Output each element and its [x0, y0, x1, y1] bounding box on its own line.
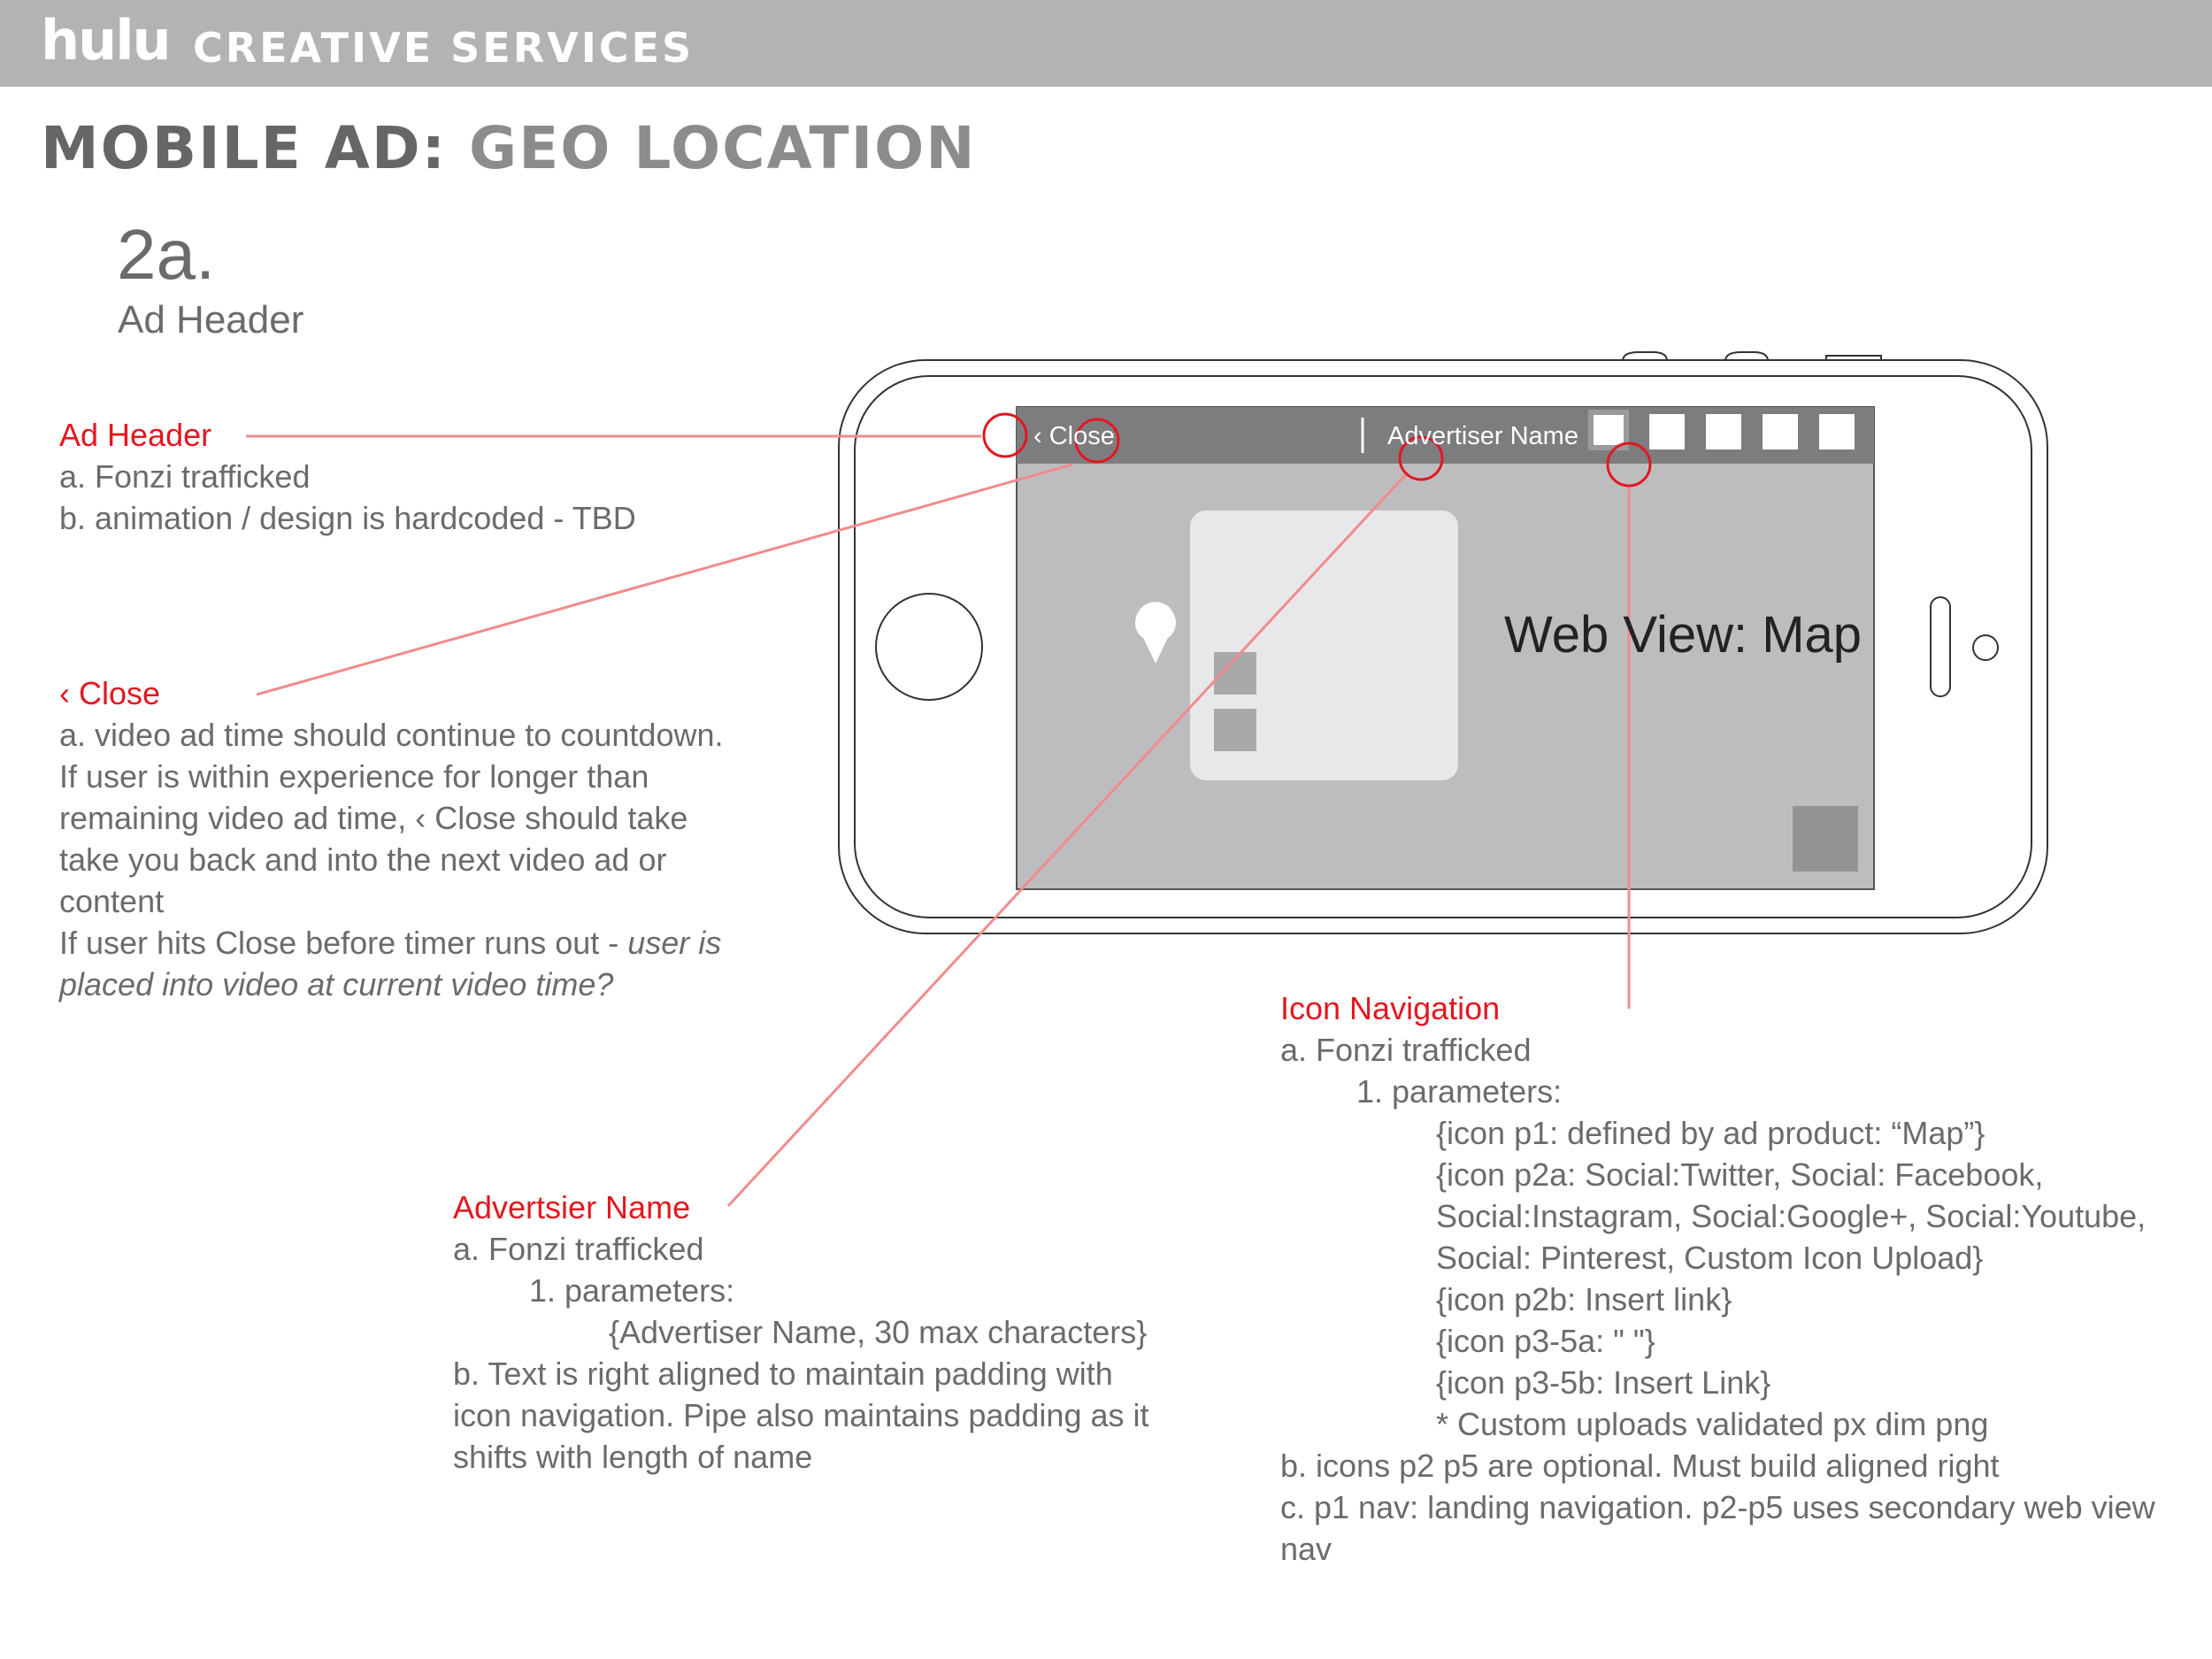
note-line: a. video ad time should continue to countdown.	[59, 717, 724, 753]
note-param-line: * Custom uploads validated px dim png	[1436, 1406, 1989, 1442]
note-param-line: Social: Pinterest, Custom Icon Upload}	[1436, 1240, 1984, 1276]
mockup-webview-label: Web View: Map	[1504, 606, 1863, 664]
note-line: a. Fonzi trafficked	[453, 1231, 704, 1267]
front-camera	[1973, 635, 1998, 660]
note-line: a. Fonzi trafficked	[1280, 1032, 1532, 1068]
page-title-prefix: MOBILE AD:	[41, 114, 448, 182]
note-param-line: {icon p1: defined by ad product: “Map”}	[1436, 1115, 1985, 1151]
note-line: b. animation / design is hardcoded - TBD	[59, 500, 636, 536]
map-tile-2	[1214, 709, 1256, 751]
note-param-line: {icon p2b: Insert link}	[1436, 1281, 1732, 1317]
nav-icon-p5	[1819, 414, 1855, 449]
note-line: icon navigation. Pipe also maintains padding as it	[453, 1397, 1149, 1433]
mockup-close-label[interactable]: ‹ Close	[1033, 422, 1115, 450]
note-close	[59, 672, 724, 1005]
mockup-advertiser-label: Advertiser Name	[1387, 422, 1578, 450]
note-line-mixed	[59, 922, 724, 964]
step-name: Ad Header	[118, 298, 304, 342]
page-title-main: GEO LOCATION	[469, 114, 977, 182]
note-line: shifts with length of name	[453, 1439, 813, 1475]
home-button	[876, 594, 982, 700]
hulu-logo: hulu	[41, 8, 170, 73]
note-line: content	[59, 883, 165, 919]
note-text-italic: user is	[627, 925, 722, 961]
note-line: a. Fonzi trafficked	[59, 458, 311, 495]
nav-icon-p4	[1763, 414, 1798, 449]
note-line-params: 1. parameters:	[1356, 1073, 1563, 1110]
nav-icon-p3	[1706, 414, 1741, 449]
note-line-params: 1. parameters:	[529, 1272, 735, 1309]
note-line: nav	[1280, 1531, 1333, 1567]
note-advertiser-name	[453, 1187, 1149, 1478]
note-advertiser-title: Advertsier Name	[453, 1189, 691, 1225]
note-param-line: {icon p3-5a: " "}	[1436, 1323, 1655, 1359]
note-param-line: Social:Instagram, Social:Google+, Social:Youtube,	[1436, 1198, 2147, 1234]
note-line: remaining video ad time, ‹ Close should take	[59, 800, 688, 836]
note-ad-header-title: Ad Header	[59, 417, 212, 453]
corner-action-icon	[1793, 806, 1858, 872]
step-number: 2a.	[117, 215, 216, 294]
speaker-slot	[1931, 597, 1950, 696]
note-line-italic: placed into video at current video time?	[59, 966, 614, 1002]
note-line: b. Text is right aligned to maintain padding with	[453, 1356, 1113, 1392]
note-line: If user is within experience for longer than	[59, 758, 649, 795]
brand-section-label: CREATIVE SERVICES	[193, 24, 695, 72]
note-line-param-value: {Advertiser Name, 30 max characters}	[609, 1314, 1148, 1350]
note-param-line: {icon p3-5b: Insert Link}	[1436, 1364, 1771, 1401]
nav-icon-p2	[1649, 414, 1685, 449]
note-ad-header	[59, 414, 636, 539]
nav-icon-p1	[1591, 412, 1626, 448]
note-icon-navigation	[1280, 987, 2155, 1570]
note-line: c. p1 nav: landing navigation. p2-p5 uses secondary web view	[1280, 1489, 2155, 1525]
note-close-title: ‹ Close	[59, 675, 161, 711]
note-text-plain: If user hits Close before timer runs out -	[59, 925, 628, 961]
note-icon-nav-title: Icon Navigation	[1280, 990, 1501, 1026]
note-line: take you back and into the next video ad or	[59, 841, 667, 878]
note-param-line: {icon p2a: Social:Twitter, Social: Facebook,	[1436, 1156, 2044, 1193]
note-line: b. icons p2 p5 are optional. Must build aligned right	[1280, 1448, 2000, 1484]
